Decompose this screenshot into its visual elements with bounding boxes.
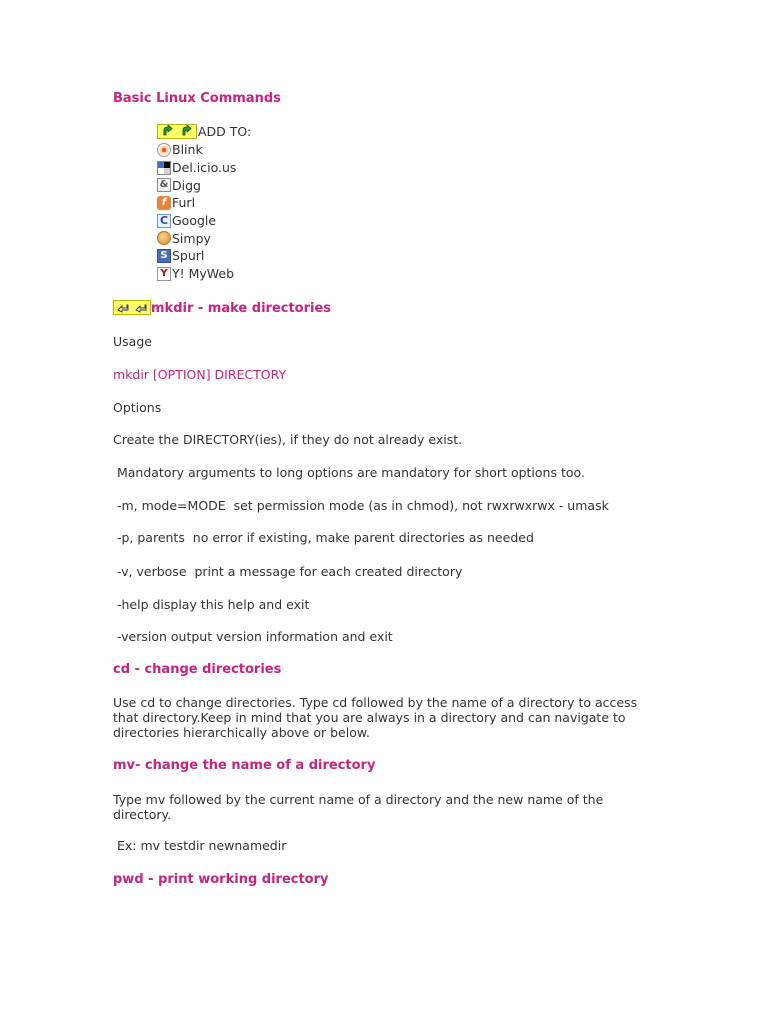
bookmark-yahoo-myweb[interactable]	[157, 265, 236, 283]
blink-icon	[157, 143, 171, 157]
bookmark-google[interactable]	[157, 212, 236, 230]
bookmark-simpy[interactable]	[157, 229, 236, 247]
bookmark-label: Y! MyWeb	[172, 266, 235, 282]
mandatory-note: Mandatory arguments to long options are mandatory for short options too.	[113, 465, 585, 480]
bookmark-arrow-icon	[162, 125, 174, 137]
cd-heading: cd - change directories	[113, 662, 282, 677]
option-parents: -p, parents no error if existing, make parent directories as needed	[113, 530, 534, 545]
option-version: -version output version information and exit	[113, 629, 393, 644]
bookmark-label: Furl	[172, 195, 196, 211]
bookmark-furl[interactable]	[157, 194, 236, 212]
option-verbose: -v, verbose print a message for each created directory	[113, 564, 463, 579]
mkdir-syntax: mkdir [OPTION] DIRECTORY	[113, 367, 287, 382]
delicious-icon	[157, 161, 171, 175]
bookmark-label: Simpy	[172, 230, 211, 246]
bookmark-delicious[interactable]	[157, 159, 236, 177]
usage-label: Usage	[113, 334, 152, 349]
bookmark-digg[interactable]	[157, 176, 236, 194]
add-to-label: ADD TO:	[198, 123, 252, 139]
bookmark-arrow-icon	[181, 125, 193, 137]
spurl-icon: S	[157, 249, 171, 263]
bookmark-label: Google	[172, 213, 217, 229]
digg-icon: &	[157, 178, 171, 192]
mkdir-heading: mkdir - make directories	[151, 301, 332, 316]
page-title: Basic Linux Commands	[113, 91, 281, 106]
cd-body: Use cd to change directories. Type cd followed by the name of a directory to access that directory.Keep in mind that you are always in a directory and can navigate to directories hierarchically above or below.	[113, 695, 638, 740]
yahoo-icon: Y	[157, 267, 171, 281]
mkdir-share-icons[interactable]	[113, 300, 151, 315]
bookmark-blink[interactable]	[157, 141, 236, 159]
mv-example: Ex: mv testdir newnamedir	[113, 838, 287, 853]
add-to-icons[interactable]	[157, 124, 197, 139]
mkdir-description: Create the DIRECTORY(ies), if they do not already exist.	[113, 432, 463, 447]
mv-body: Type mv followed by the current name of a directory and the new name of the directory.	[113, 792, 604, 822]
bookmark-label: Del.icio.us	[172, 160, 237, 176]
bookmark-add-to-header	[157, 123, 251, 139]
bookmark-spurl[interactable]	[157, 247, 236, 265]
bookmark-label: Digg	[172, 177, 201, 193]
furl-icon: f	[157, 196, 171, 210]
options-label: Options	[113, 400, 162, 415]
share-arrows-icon	[135, 302, 147, 314]
bookmark-label: Spurl	[172, 248, 205, 264]
mv-heading: mv- change the name of a directory	[113, 758, 376, 773]
bookmark-list	[157, 141, 236, 283]
pwd-heading: pwd - print working directory	[113, 872, 329, 887]
simpy-icon	[157, 231, 171, 245]
option-mode: -m, mode=MODE set permission mode (as in chmod), not rwxrwxrwx - umask	[113, 498, 609, 513]
bookmark-label: Blink	[172, 142, 203, 158]
option-help: -help display this help and exit	[113, 597, 310, 612]
google-icon: C	[157, 214, 171, 228]
share-arrows-icon	[117, 302, 129, 314]
